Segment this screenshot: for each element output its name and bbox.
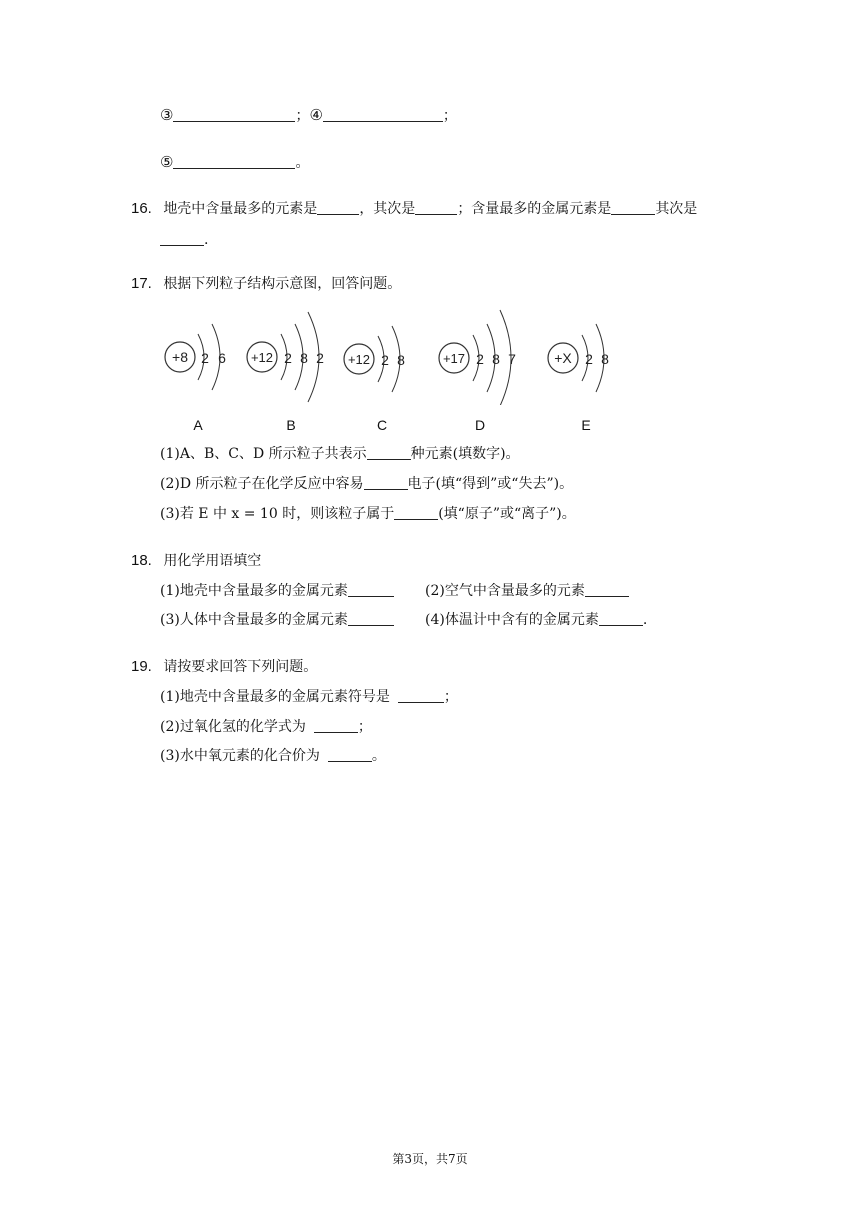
diagram-label-d: D [474, 417, 486, 433]
question-number: 18. [131, 552, 152, 569]
shell-electrons: 8 [601, 351, 609, 367]
q18-sub-4 [425, 610, 647, 630]
q18-blank-4[interactable] [599, 611, 643, 626]
q19-s2-tail: ； [357, 719, 372, 735]
shell-electrons: 7 [508, 351, 516, 367]
q15-blank-5[interactable] [173, 154, 295, 169]
q15-item5-marker: ⑤ [160, 153, 174, 171]
nucleus-charge-e: +X [554, 350, 572, 366]
q15-blank-3[interactable] [173, 107, 295, 122]
diagram-label-c: C [376, 417, 388, 433]
shell-electrons: 2 [201, 350, 209, 366]
q16-blank-3[interactable] [611, 200, 655, 215]
q18-sub-3 [160, 610, 394, 630]
q19-s1-text: (1)地壳中含量最多的金属元素符号是 [160, 689, 390, 705]
nucleus-charge-d: +17 [442, 351, 466, 366]
q16-text-4: 其次是 [655, 201, 698, 217]
q19-blank-3[interactable] [328, 747, 372, 762]
q15-item4-marker: ④ [309, 106, 323, 124]
q18-blank-2[interactable] [585, 582, 629, 597]
q17-blank-1[interactable] [367, 445, 411, 460]
q17-sub-2 [160, 474, 573, 494]
diagram-label-a: A [193, 417, 203, 433]
q17-s3-tail: (填“原子”或“离子”)。 [438, 506, 576, 522]
q15-item-5 [160, 152, 309, 173]
shell-electrons: 2 [585, 351, 593, 367]
q18-blank-3[interactable] [348, 611, 394, 626]
diagram-label-e: E [581, 417, 591, 433]
shell-electrons: 2 [476, 351, 484, 367]
q16-blank-1[interactable] [317, 200, 359, 215]
q18-s4-text: (4)体温计中含有的金属元素 [425, 612, 599, 628]
q17-sub-3 [160, 504, 576, 524]
question-number: 17. [131, 275, 152, 292]
question-18 [131, 551, 261, 571]
q16-text-1: 地壳中含量最多的元素是 [163, 201, 318, 217]
q15-sep1: ； [295, 108, 310, 124]
q19-s3-tail: 。 [371, 748, 386, 764]
q15-item3-marker: ③ [160, 106, 174, 124]
q19-stem: 请按要求回答下列问题。 [163, 659, 318, 675]
nucleus-charge-a: +8 [172, 349, 188, 365]
shell-electrons: 8 [397, 352, 405, 368]
shell-electrons: 2 [316, 350, 324, 366]
q18-blank-1[interactable] [348, 582, 394, 597]
q19-blank-1[interactable] [398, 688, 444, 703]
q17-s2-text: (2)D 所示粒子在化学反应中容易 [160, 476, 364, 492]
diagram-a [165, 324, 226, 390]
q17-sub-1 [160, 444, 520, 464]
q18-stem: 用化学用语填空 [163, 553, 262, 569]
diagram-label-b: B [286, 417, 296, 433]
q18-sub-1 [160, 581, 394, 601]
question-16 [131, 199, 697, 219]
question-number: 16. [131, 200, 152, 217]
q17-stem: 根据下列粒子结构示意图，回答问题。 [163, 276, 402, 292]
question-17 [131, 274, 401, 294]
q17-s1-tail: 种元素(填数字)。 [410, 446, 520, 462]
q18-sub-2 [425, 581, 629, 601]
shell-electrons: 8 [300, 350, 308, 366]
nucleus-charge-b: +12 [250, 350, 274, 365]
q15-sep2: ； [442, 108, 457, 124]
q19-blank-2[interactable] [314, 718, 358, 733]
q19-sub-2 [160, 717, 372, 737]
q16-line-2 [160, 230, 208, 250]
q17-s1-text: (1)A、B、C、D 所示粒子共表示 [160, 446, 367, 462]
question-number: 19. [131, 658, 152, 675]
particle-structure-diagrams [150, 300, 630, 405]
q16-blank-4[interactable] [160, 231, 204, 246]
q16-text-5: . [204, 232, 209, 248]
q17-blank-3[interactable] [394, 505, 438, 520]
nucleus-charge-c: +12 [347, 352, 371, 367]
shell-electrons: 2 [284, 350, 292, 366]
q17-s2-tail: 电子(填“得到”或“失去”)。 [407, 476, 574, 492]
q19-s1-tail: ； [443, 689, 458, 705]
shell-electrons: 6 [218, 350, 226, 366]
q19-s2-text: (2)过氧化氢的化学式为 [160, 719, 306, 735]
q18-s3-text: (3)人体中含量最多的金属元素 [160, 612, 348, 628]
q18-s2-text: (2)空气中含量最多的元素 [425, 583, 585, 599]
q16-text-2: ，其次是 [359, 201, 416, 217]
q19-sub-3 [160, 746, 386, 766]
q18-s4-tail: . [642, 612, 648, 628]
diagram-b [247, 312, 324, 402]
q17-blank-2[interactable] [364, 475, 408, 490]
q15-blank-4[interactable] [323, 107, 443, 122]
q17-s3-text: (3)若 E 中 x = 10 时，则该粒子属于 [160, 506, 395, 522]
q16-text-3: ；含量最多的金属元素是 [457, 201, 612, 217]
q19-sub-1 [160, 687, 458, 707]
q15-items-3-4 [160, 105, 457, 126]
diagram-d [439, 310, 516, 405]
shell-electrons: 8 [492, 351, 500, 367]
q15-end5: 。 [295, 155, 310, 171]
diagram-c [344, 326, 405, 392]
diagram-e [548, 324, 609, 392]
q16-blank-2[interactable] [415, 200, 457, 215]
q19-s3-text: (3)水中氧元素的化合价为 [160, 748, 320, 764]
question-19 [131, 657, 317, 677]
page-footer: 第3页，共7页 [392, 1152, 468, 1166]
shell-electrons: 2 [381, 352, 389, 368]
q18-s1-text: (1)地壳中含量最多的金属元素 [160, 583, 348, 599]
